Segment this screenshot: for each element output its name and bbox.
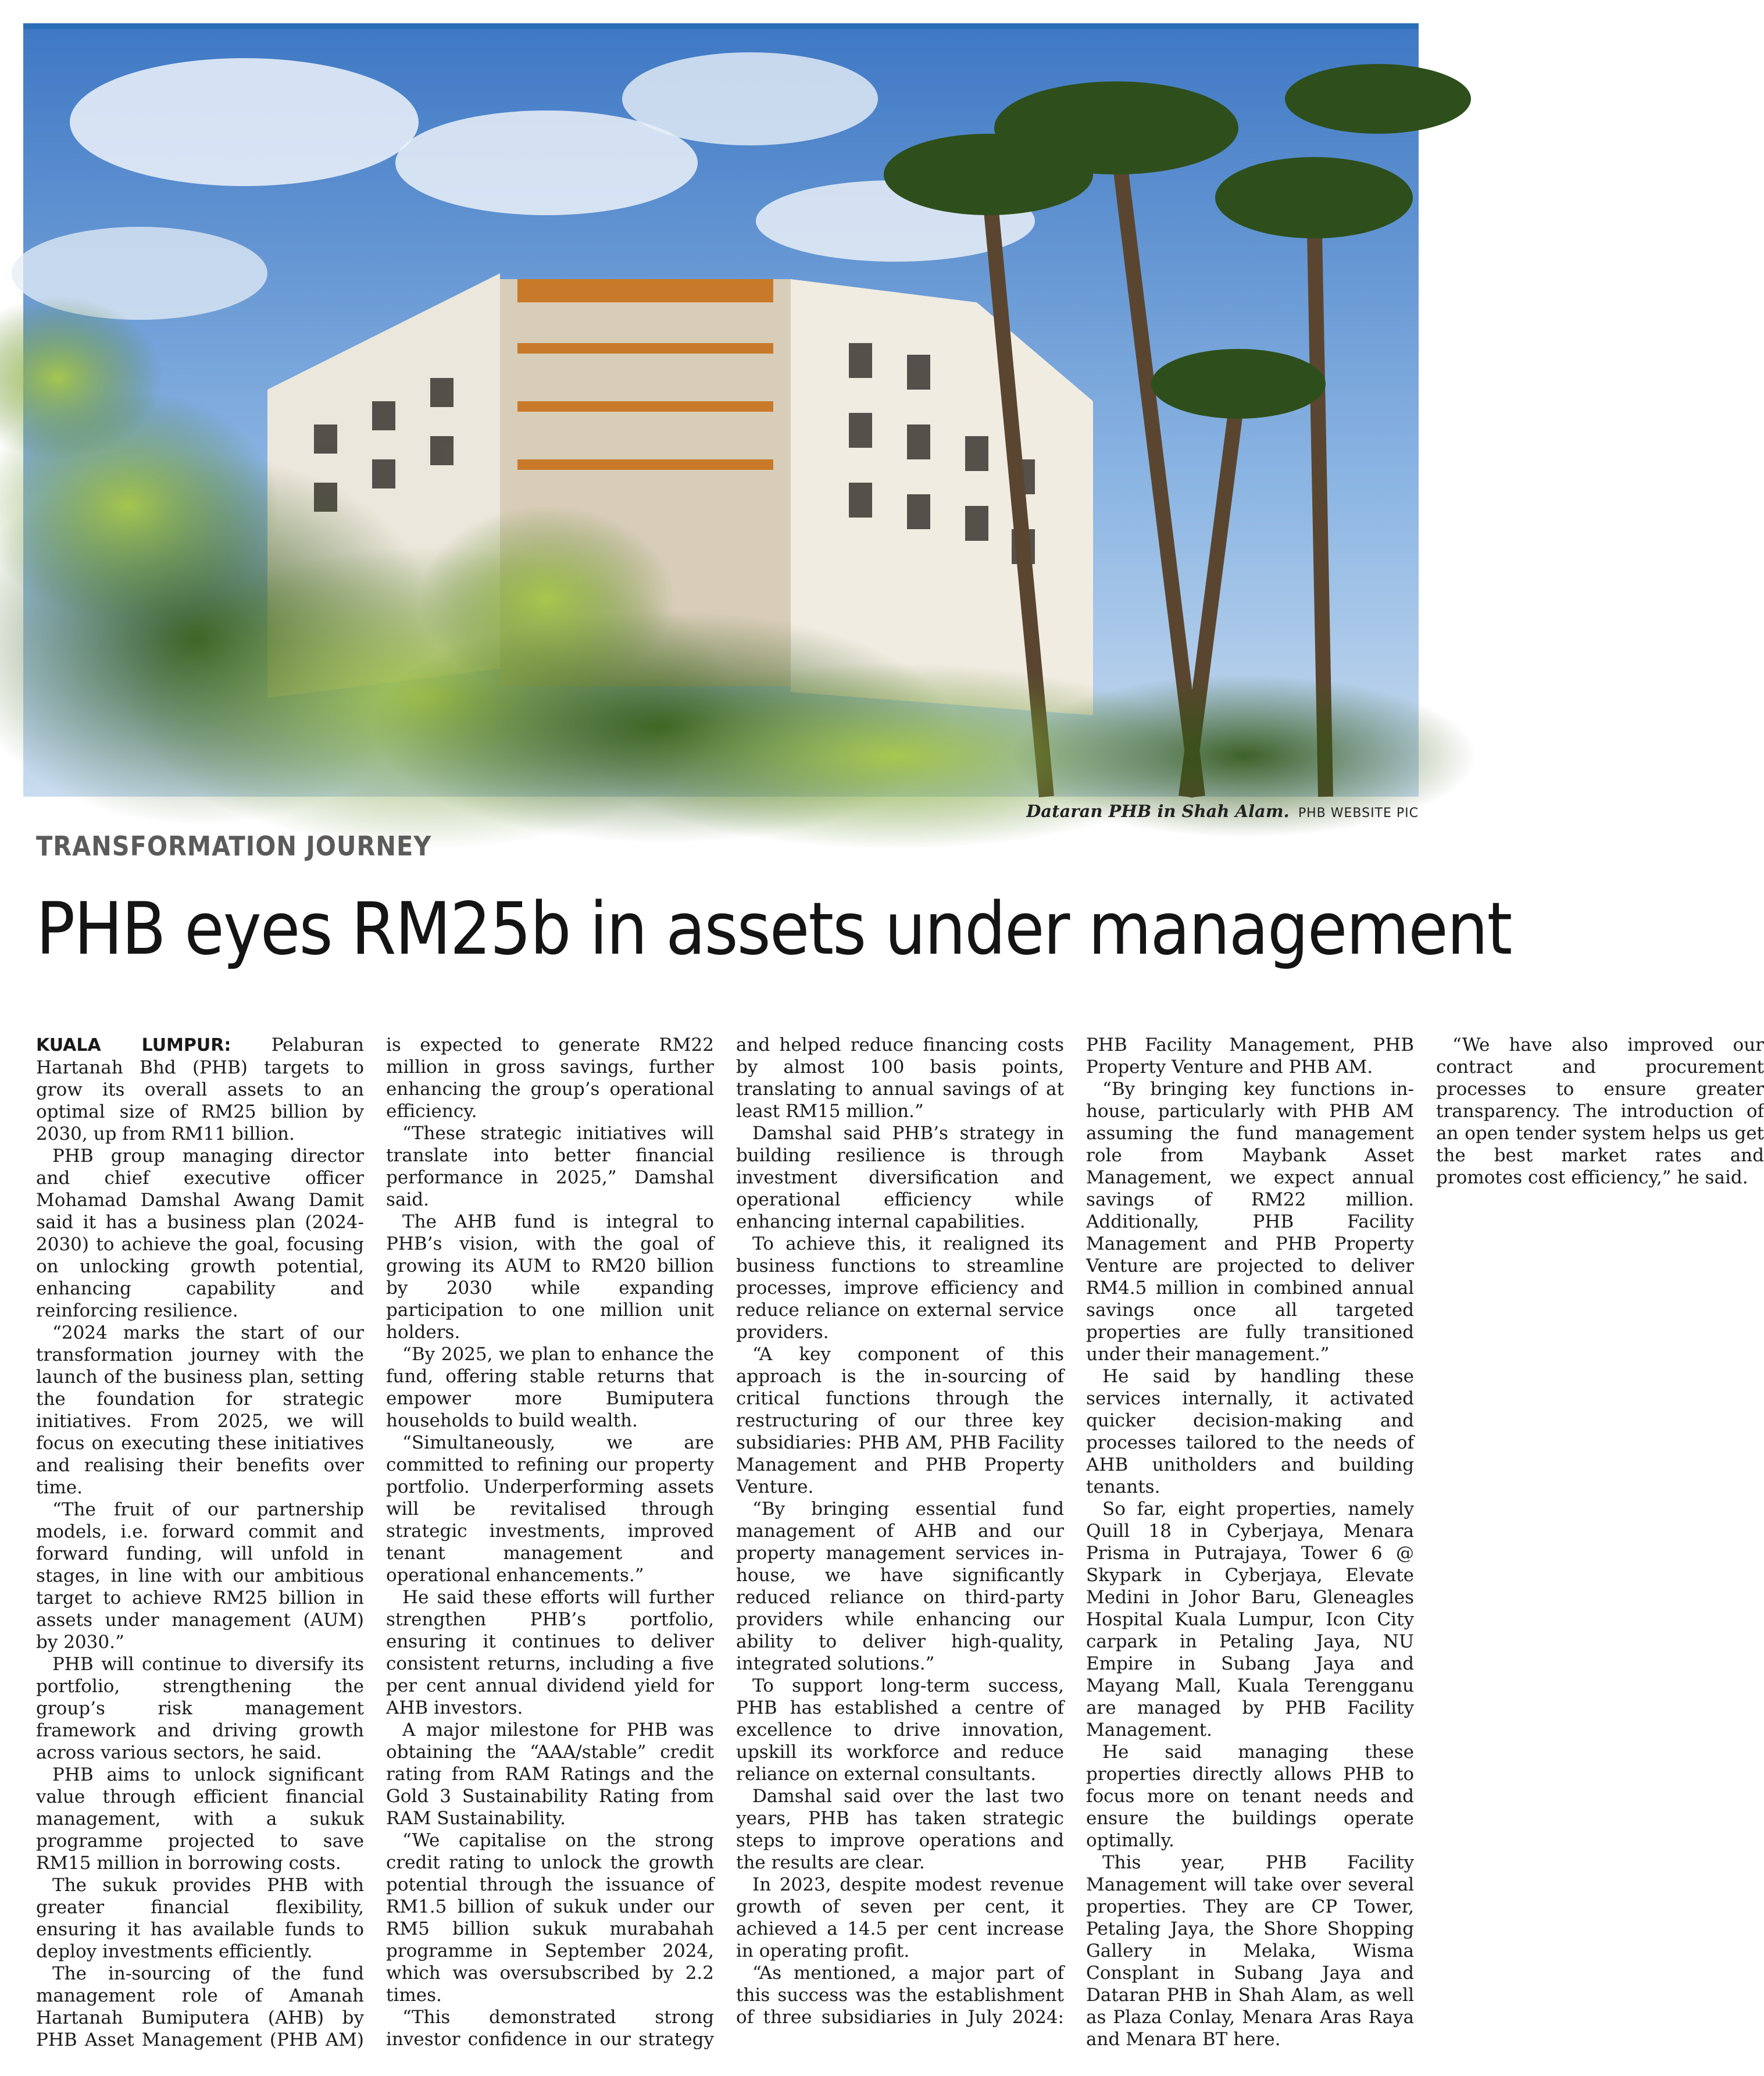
caption-text: Dataran PHB in Shah Alam. xyxy=(1026,801,1290,821)
top-rule xyxy=(23,23,1419,29)
article-paragraph: He said these efforts will further strengthen PHB’s portfolio, ensuring it continues to deliver consistent returns, including a five per cent annual dividend yield for AHB investors. xyxy=(386,1587,714,1718)
article-body xyxy=(36,1034,1764,2063)
article-paragraph: A major milestone for PHB was obtaining the “AAA/stable” credit rating from RAM Ratings and the Gold 3 Sustainability Rating from RAM Sustainability. xyxy=(386,1720,714,1829)
article-paragraph: The sukuk provides PHB with greater financial flexibility, ensuring it has available funds to deploy investments efficiently. xyxy=(36,1875,364,1962)
section-kicker: TRANSFORMATION JOURNEY xyxy=(36,830,432,862)
photo-dataran-phb xyxy=(23,29,1419,797)
article-paragraph: “We have also improved our contract and procurement processes to ensure greater transparency. The introduction of an open tender system helps us get the best market rates and promotes cost efficiency,” he said. xyxy=(1436,1035,1764,1188)
article-paragraph: “As mentioned, a major part of this success was the establishment of three subsidiaries in July 2024: PHB Facility Management, PHB Property Venture and PHB AM. xyxy=(736,1035,1414,2028)
article-paragraph: KUALA LUMPUR: Pelaburan Hartanah Bhd (PHB) targets to grow its overall assets to an optimal size of RM25 billion by 2030, up from RM11 billion. xyxy=(36,1035,365,1144)
article-paragraph: So far, eight properties, namely Quill 18 in Cyberjaya, Menara Prisma in Putrajaya, Tower 6 @ Skypark in Cyberjaya, Elevate Medini in Johor Baru, Gleneagles Hospital Kuala Lumpur, Icon City carpark in Petaling Jaya, NU Empire in Subang Jaya and Mayang Mall, Kuala Terengganu are managed by PHB Facility Management. xyxy=(1086,1499,1414,1740)
article-paragraph: To achieve this, it realigned its business functions to streamline processes, improve efficiency and reduce reliance on external service providers. xyxy=(736,1233,1064,1343)
article-paragraph: He said managing these properties directly allows PHB to focus more on tenant needs and ensure the buildings operate optimally. xyxy=(1086,1742,1414,1851)
article-paragraph: To support long-term success, PHB has established a centre of excellence to drive innovation, upskill its workforce and reduce reliance on external consultants. xyxy=(736,1675,1064,1785)
article-paragraph: “This demonstrated strong investor confidence in our strategy and helped reduce financing costs by almost 100 basis points, translating to annual savings of at least RM15 million.” xyxy=(386,1035,1064,2050)
article-paragraph: PHB group managing director and chief executive officer Mohamad Damshal Awang Damit said it has a business plan (2024-2030) to achieve the goal, focusing on unlocking growth potential, enhancing capability and reinforcing resilience. xyxy=(36,1146,364,1321)
article-paragraph: PHB will continue to diversify its portfolio, strengthening the group’s risk management framework and driving growth across various sectors, he said. xyxy=(36,1654,364,1763)
article-paragraph: “Simultaneously, we are committed to refining our property portfolio. Underperforming assets will be revitalised through strategic investments, improved tenant management and operational enhancements.” xyxy=(386,1432,714,1586)
article-paragraph: “The fruit of our partnership models, i.e. forward commit and forward funding, will unfold in stages, in line with our ambitious target to achieve RM25 billion in assets under management (AUM) by 2030.” xyxy=(36,1499,364,1653)
article-paragraph: Damshal said PHB’s strategy in building resilience is through investment diversification and operational efficiency while enhancing internal capabilities. xyxy=(736,1123,1064,1232)
article-paragraph: This year, PHB Facility Management will take over several properties. They are CP Tower, Petaling Jaya, the Shore Shopping Gallery in Melaka, Wisma Consplant in Subang Jaya and Dataran PHB in Shah Alam, as well as Plaza Conlay, Menara Aras Raya and Menara BT here. xyxy=(1086,1852,1414,2050)
dateline: KUALA LUMPUR: xyxy=(36,1035,231,1055)
caption-credit: PHB WEBSITE PIC xyxy=(1298,806,1419,821)
article-paragraph: “2024 marks the start of our transformation journey with the launch of the business plan, setting the foundation for strategic initiatives. From 2025, we will focus on executing these initiatives and realising their benefits over time. xyxy=(36,1322,364,1498)
article-paragraph: “A key component of this approach is the in-sourcing of critical functions through the restructuring of our three key subsidiaries: PHB AM, PHB Facility Management and PHB Property Venture. xyxy=(736,1344,1064,1497)
article-paragraph: The in-sourcing of the fund management role of Amanah Hartanah Bumiputera (AHB) by PHB Asset Management (PHB AM) is expected to generate RM22 million in gross savings, further enhancing the group’s operational efficiency. xyxy=(36,1035,714,2050)
article-paragraph: PHB aims to unlock significant value through efficient financial management, with a sukuk programme projected to save RM15 million in borrowing costs. xyxy=(36,1764,364,1874)
article-paragraph: “By bringing essential fund management of AHB and our property management services in-house, we have significantly reduced reliance on third-party providers while enhancing our ability to deliver high-quality, integrated solutions.” xyxy=(736,1499,1064,1674)
building-photo-illustration xyxy=(23,29,1419,797)
article-paragraph: “These strategic initiatives will translate into better financial performance in 2025,” Damshal said. xyxy=(386,1123,714,1210)
article-paragraph: “We capitalise on the strong credit rating to unlock the growth potential through the issuance of RM1.5 billion of sukuk under our RM5 billion sukuk murabahah programme in September 2024, which was oversubscribed by 2.2 times. xyxy=(386,1830,714,2006)
headline: PHB eyes RM25b in assets under management xyxy=(36,887,1512,971)
photo-caption xyxy=(1026,801,1419,821)
article-paragraph: The AHB fund is integral to PHB’s vision, with the goal of growing its AUM to RM20 billion by 2030 while expanding participation to one million unit holders. xyxy=(386,1211,714,1343)
article-paragraph: In 2023, despite modest revenue growth of seven per cent, it achieved a 14.5 per cent increase in operating profit. xyxy=(736,1874,1064,1961)
article-paragraph: He said by handling these services internally, it activated quicker decision-making and processes tailored to the needs of AHB unitholders and building tenants. xyxy=(1086,1366,1414,1497)
article-paragraph: “By 2025, we plan to enhance the fund, offering stable returns that empower more Bumiputera households to build wealth. xyxy=(386,1344,714,1431)
article-paragraph: Damshal said over the last two years, PHB has taken strategic steps to improve operations and the results are clear. xyxy=(736,1786,1064,1873)
article-paragraph: “By bringing key functions in-house, particularly with PHB AM assuming the fund management role from Maybank Asset Management, we expect annual savings of RM22 million. Additionally, PHB Facility Management and PHB Property Venture are projected to deliver RM4.5 million in combined annual savings once all targeted properties are fully transitioned under their management.” xyxy=(1086,1079,1414,1365)
